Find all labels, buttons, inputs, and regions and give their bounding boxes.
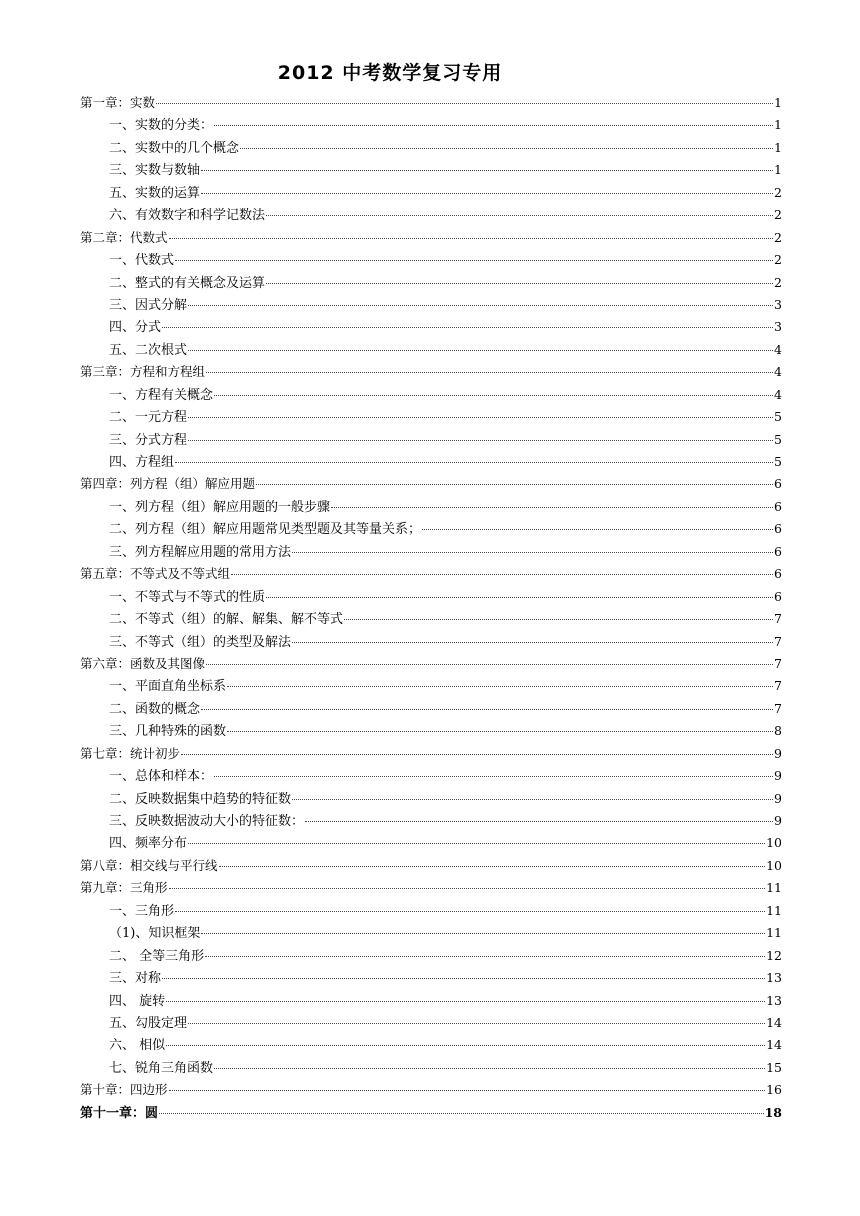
toc-page-number: 2 <box>774 229 782 245</box>
toc-section-entry[interactable] <box>80 114 782 136</box>
toc-section-entry[interactable] <box>80 406 782 428</box>
toc-dot-leader <box>266 283 773 284</box>
toc-section-entry[interactable] <box>80 608 782 630</box>
toc-dot-leader <box>188 305 773 306</box>
toc-dot-leader <box>344 619 773 620</box>
toc-dot-leader <box>169 238 774 239</box>
toc-page-number: 5 <box>774 454 782 469</box>
toc-dot-leader <box>227 731 773 732</box>
toc-page-number: 7 <box>774 700 782 716</box>
toc-entry-label: 第三章：方程和方程组 <box>80 364 206 380</box>
toc-dot-leader <box>175 260 773 261</box>
toc-page-number: 14 <box>766 1037 782 1053</box>
toc-page-number: 6 <box>774 498 782 514</box>
toc-page-number: 1 <box>774 95 782 110</box>
toc-page-number: 9 <box>774 768 782 784</box>
toc-entry-label: 二、实数中的几个概念 <box>109 140 240 156</box>
toc-entry-label: 三、几种特殊的函数 <box>109 724 227 740</box>
toc-dot-leader <box>201 709 773 710</box>
toc-entry-label: 第一章：实数 <box>80 95 156 110</box>
toc-page-number: 11 <box>766 925 782 941</box>
toc-entry-label: 一、总体和样本： <box>109 769 214 785</box>
toc-page-number: 6 <box>774 521 782 537</box>
toc-entry-label: 二、不等式（组）的解、解集、解不等式 <box>109 612 344 628</box>
toc-page-number: 13 <box>766 992 782 1008</box>
toc-entry-label: 二、 全等三角形 <box>109 948 205 964</box>
toc-dot-leader <box>166 1001 765 1002</box>
toc-dot-leader <box>214 125 773 126</box>
table-of-contents <box>80 92 782 1124</box>
toc-page-number: 6 <box>774 476 782 492</box>
toc-page-number: 10 <box>766 835 782 851</box>
toc-page-number: 2 <box>774 207 782 223</box>
toc-chapter-entry[interactable] <box>80 1079 782 1101</box>
toc-dot-leader <box>256 484 773 485</box>
toc-section-entry[interactable] <box>80 1034 782 1056</box>
toc-page-number: 6 <box>774 588 782 604</box>
toc-entry-label: 第五章：不等式及不等式组 <box>80 566 231 582</box>
toc-page-number: 5 <box>774 431 782 447</box>
toc-entry-label: 第八章：相交线与平行线 <box>80 857 218 873</box>
toc-page-number: 10 <box>766 857 782 873</box>
toc-entry-label: 一、列方程（组）解应用题的一般步骤 <box>109 499 331 515</box>
toc-page-number: 4 <box>774 341 782 357</box>
toc-dot-leader <box>422 529 773 530</box>
toc-page-number: 6 <box>774 543 782 559</box>
toc-entry-label: 三、列方程解应用题的常用方法 <box>109 544 292 560</box>
toc-entry-label: 四、方程组 <box>109 455 175 470</box>
toc-page-number: 7 <box>774 633 782 649</box>
toc-page-number: 9 <box>774 745 782 761</box>
toc-dot-leader <box>166 1045 765 1046</box>
toc-entry-label: 三、因式分解 <box>109 297 188 313</box>
toc-entry-label: 第十章：四边形 <box>80 1082 168 1098</box>
toc-entry-label: 二、反映数据集中趋势的特征数 <box>109 791 292 807</box>
toc-dot-leader <box>206 664 773 665</box>
toc-chapter-entry[interactable] <box>80 877 782 899</box>
toc-dot-leader <box>188 417 773 418</box>
toc-entry-label: 第十一章：圆 <box>80 1105 159 1121</box>
toc-dot-leader <box>214 776 773 777</box>
toc-dot-leader <box>219 866 766 867</box>
toc-section-entry[interactable] <box>80 496 782 518</box>
toc-section-entry[interactable] <box>80 586 782 608</box>
toc-entry-label: 六、有效数字和科学记数法 <box>109 208 266 224</box>
toc-entry-label: （1)、知识框架 <box>109 926 201 942</box>
toc-section-entry[interactable] <box>80 810 782 832</box>
toc-section-entry[interactable] <box>80 159 782 181</box>
toc-dot-leader <box>201 193 773 194</box>
toc-page-number: 2 <box>774 274 782 290</box>
toc-chapter-entry[interactable] <box>80 361 782 383</box>
toc-page-number: 16 <box>766 1082 782 1098</box>
toc-dot-leader <box>188 843 765 844</box>
toc-entry-label: 一、方程有关概念 <box>109 387 214 403</box>
toc-page-number: 12 <box>766 947 782 963</box>
toc-entry-label: 一、代数式 <box>109 253 175 269</box>
toc-chapter-entry[interactable] <box>80 1102 782 1124</box>
toc-page-number: 1 <box>774 162 782 178</box>
toc-entry-label: 第九章：三角形 <box>80 880 168 896</box>
toc-page-number: 14 <box>766 1014 782 1030</box>
toc-section-entry[interactable] <box>80 204 782 226</box>
toc-page-number: 7 <box>774 655 782 671</box>
toc-page-number: 7 <box>774 678 782 694</box>
toc-page-number: 1 <box>774 139 782 155</box>
toc-dot-leader <box>292 552 773 553</box>
toc-entry-label: 一、不等式与不等式的性质 <box>109 589 266 605</box>
toc-section-entry[interactable] <box>80 541 782 563</box>
toc-section-entry[interactable] <box>80 384 782 406</box>
toc-page-number: 1 <box>774 117 782 133</box>
toc-dot-leader <box>266 597 773 598</box>
toc-section-entry[interactable] <box>80 698 782 720</box>
toc-entry-label: 一、实数的分类： <box>109 118 214 134</box>
toc-page-number: 15 <box>766 1059 782 1075</box>
toc-page-number: 18 <box>764 1104 782 1120</box>
toc-section-entry[interactable] <box>80 945 782 967</box>
toc-dot-leader <box>305 821 773 822</box>
toc-dot-leader <box>214 395 773 396</box>
toc-section-entry[interactable] <box>80 832 782 854</box>
toc-entry-label: 四、频率分布 <box>109 836 188 852</box>
toc-dot-leader <box>188 440 773 441</box>
toc-dot-leader <box>292 642 773 643</box>
toc-section-entry[interactable] <box>80 137 782 159</box>
toc-dot-leader <box>231 574 773 575</box>
toc-dot-leader <box>266 215 773 216</box>
toc-dot-leader <box>159 1113 764 1114</box>
toc-chapter-entry[interactable] <box>80 227 782 249</box>
toc-chapter-entry[interactable] <box>80 653 782 675</box>
toc-entry-label: 四、分式 <box>109 320 162 336</box>
toc-page-number: 2 <box>774 252 782 268</box>
toc-dot-leader <box>227 686 773 687</box>
toc-page-number: 6 <box>774 566 782 582</box>
toc-dot-leader <box>201 933 765 934</box>
toc-chapter-entry[interactable] <box>80 743 782 765</box>
toc-section-entry[interactable] <box>80 990 782 1012</box>
toc-page-number: 2 <box>774 184 782 200</box>
toc-section-entry[interactable] <box>80 429 782 451</box>
toc-page-number: 11 <box>766 902 782 918</box>
toc-entry-label: 二、整式的有关概念及运算 <box>109 275 266 291</box>
toc-dot-leader <box>162 978 765 979</box>
toc-entry-label: 三、实数与数轴 <box>109 163 201 179</box>
toc-dot-leader <box>188 1023 765 1024</box>
toc-section-entry[interactable] <box>80 294 782 316</box>
toc-entry-label: 三、分式方程 <box>109 432 188 448</box>
toc-dot-leader <box>331 507 773 508</box>
toc-dot-leader <box>181 754 773 755</box>
toc-dot-leader <box>169 1090 766 1091</box>
toc-page-number: 9 <box>774 813 782 828</box>
toc-section-entry[interactable] <box>80 765 782 787</box>
toc-section-entry[interactable] <box>80 675 782 697</box>
toc-entry-label: 三、对称 <box>109 971 162 987</box>
toc-page-number: 3 <box>774 296 782 312</box>
toc-page-number: 4 <box>774 364 782 380</box>
toc-entry-label: 一、平面直角坐标系 <box>109 679 227 695</box>
page-title: 2012 中考数学复习专用 <box>277 62 503 84</box>
toc-entry-label: 第七章：统计初步 <box>80 745 181 761</box>
toc-dot-leader <box>169 888 766 889</box>
toc-entry-label: 三、反映数据波动大小的特征数： <box>109 814 305 829</box>
toc-section-entry[interactable] <box>80 316 782 338</box>
toc-page-number: 7 <box>774 611 782 627</box>
toc-page-number: 13 <box>766 970 782 986</box>
toc-entry-label: 二、函数的概念 <box>109 701 201 717</box>
toc-entry-label: 五、二次根式 <box>109 342 188 358</box>
toc-section-entry[interactable] <box>80 922 782 944</box>
toc-dot-leader <box>188 350 773 351</box>
toc-section-entry[interactable] <box>80 182 782 204</box>
toc-chapter-entry[interactable] <box>80 473 782 495</box>
toc-dot-leader <box>201 170 773 171</box>
toc-section-entry[interactable] <box>80 631 782 653</box>
toc-section-entry[interactable] <box>80 967 782 989</box>
toc-section-entry[interactable] <box>80 518 782 540</box>
toc-page-number: 9 <box>774 790 782 806</box>
toc-entry-label: 第四章：列方程（组）解应用题 <box>80 476 256 492</box>
toc-entry-label: 第六章：函数及其图像 <box>80 655 206 671</box>
toc-page-number: 5 <box>774 409 782 425</box>
toc-section-entry[interactable] <box>80 900 782 922</box>
toc-page-number: 4 <box>774 386 782 402</box>
toc-section-entry[interactable] <box>80 451 782 473</box>
toc-section-entry[interactable] <box>80 272 782 294</box>
toc-entry-label: 三、不等式（组）的类型及解法 <box>109 634 292 650</box>
toc-section-entry[interactable] <box>80 720 782 742</box>
toc-section-entry[interactable] <box>80 339 782 361</box>
toc-page-number: 11 <box>766 880 782 896</box>
toc-dot-leader <box>175 911 765 912</box>
toc-section-entry[interactable] <box>80 1057 782 1079</box>
toc-entry-label: 第二章：代数式 <box>80 229 168 245</box>
toc-chapter-entry[interactable] <box>80 563 782 585</box>
toc-dot-leader <box>162 327 773 328</box>
toc-entry-label: 二、一元方程 <box>109 410 188 426</box>
toc-entry-label: 二、列方程（组）解应用题常见类型题及其等量关系； <box>109 522 422 538</box>
toc-entry-label: 七、锐角三角函数 <box>109 1060 214 1076</box>
toc-section-entry[interactable] <box>80 249 782 271</box>
toc-entry-label: 五、实数的运算 <box>109 185 201 201</box>
toc-entry-label: 六、 相似 <box>109 1038 166 1054</box>
toc-dot-leader <box>156 103 773 104</box>
toc-page-number: 8 <box>774 723 782 739</box>
toc-page-number: 3 <box>774 319 782 335</box>
toc-dot-leader <box>205 956 765 957</box>
toc-dot-leader <box>206 372 773 373</box>
toc-entry-label: 一、三角形 <box>109 903 175 919</box>
toc-dot-leader <box>240 148 773 149</box>
toc-dot-leader <box>175 462 773 463</box>
toc-entry-label: 四、 旋转 <box>109 993 166 1009</box>
toc-entry-label: 五、勾股定理 <box>109 1015 188 1031</box>
toc-section-entry[interactable] <box>80 1012 782 1034</box>
toc-section-entry[interactable] <box>80 788 782 810</box>
toc-chapter-entry[interactable] <box>80 855 782 877</box>
toc-dot-leader <box>292 799 773 800</box>
toc-chapter-entry[interactable] <box>80 92 782 114</box>
toc-dot-leader <box>214 1068 765 1069</box>
